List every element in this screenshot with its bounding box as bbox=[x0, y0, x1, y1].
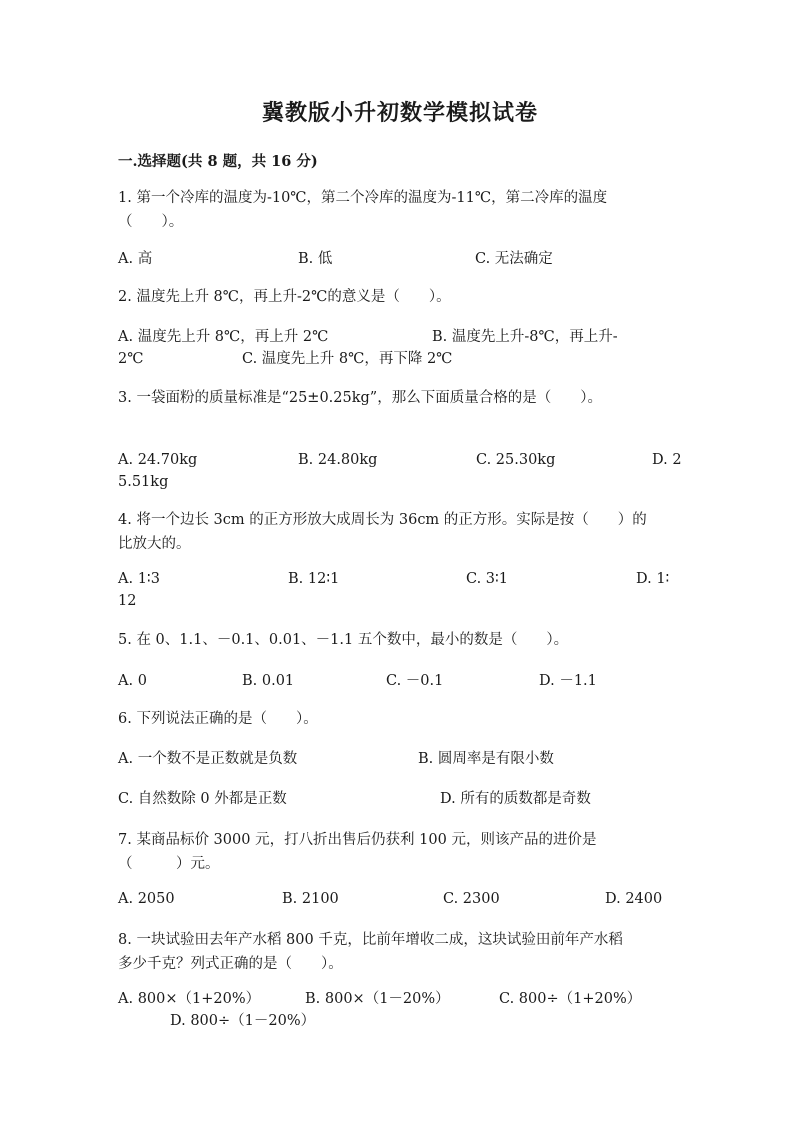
question-6-option-b[interactable]: B. 圆周率是有限小数 bbox=[418, 751, 554, 767]
question-1-option-b[interactable]: B. 低 bbox=[298, 251, 333, 267]
question-7-option-b[interactable]: B. 2100 bbox=[282, 891, 339, 907]
question-3-option-d-wrap[interactable]: 5.51kg bbox=[118, 474, 169, 490]
question-8-option-c[interactable]: C. 800÷（1+20%） bbox=[499, 991, 642, 1007]
question-8 bbox=[118, 928, 678, 976]
question-3-option-a[interactable]: A. 24.70kg bbox=[118, 452, 198, 468]
question-1-line-1: 1. 第一个冷库的温度为-10℃，第二个冷库的温度为-11℃，第二冷库的温度 bbox=[118, 190, 608, 206]
section-heading: 一.选择题(共 8 题，共 16 分) bbox=[118, 153, 318, 170]
question-8-option-d[interactable]: D. 800÷（1－20%） bbox=[170, 1013, 316, 1029]
question-1 bbox=[118, 186, 678, 234]
question-6-line-1: 6. 下列说法正确的是（ ）。 bbox=[118, 711, 318, 727]
question-4-option-b[interactable]: B. 12∶1 bbox=[288, 571, 340, 587]
question-4-option-c[interactable]: C. 3∶1 bbox=[466, 571, 509, 587]
question-2-option-c[interactable]: C. 温度先上升 8℃，再下降 2℃ bbox=[242, 351, 453, 367]
question-3-option-d[interactable]: D. 2 bbox=[652, 452, 682, 468]
question-5-line-1: 5. 在 0、1.1、－0.1、0.01、－1.1 五个数中，最小的数是（ ）。 bbox=[118, 632, 569, 648]
question-5 bbox=[118, 628, 678, 652]
question-8-option-a[interactable]: A. 800×（1+20%） bbox=[118, 991, 261, 1007]
question-7-line-1: 7. 某商品标价 3000 元，打八折出售后仍获利 100 元，则该产品的进价是 bbox=[118, 832, 597, 848]
question-2-option-b[interactable]: B. 温度先上升-8℃，再上升- bbox=[432, 329, 618, 345]
question-2-line-1: 2. 温度先上升 8℃，再上升-2℃的意义是（ ）。 bbox=[118, 289, 451, 305]
question-3 bbox=[118, 386, 678, 410]
question-7-option-d[interactable]: D. 2400 bbox=[605, 891, 663, 907]
question-7-option-c[interactable]: C. 2300 bbox=[443, 891, 500, 907]
question-1-option-a[interactable]: A. 高 bbox=[118, 251, 153, 267]
question-4-option-d[interactable]: D. 1∶ bbox=[636, 571, 670, 587]
question-7-option-a[interactable]: A. 2050 bbox=[118, 891, 175, 907]
question-3-option-b[interactable]: B. 24.80kg bbox=[298, 452, 378, 468]
question-1-line-2: （ ）。 bbox=[118, 214, 184, 230]
question-4-line-2: 比放大的。 bbox=[118, 536, 191, 552]
question-4 bbox=[118, 508, 678, 556]
question-5-option-b[interactable]: B. 0.01 bbox=[242, 673, 295, 689]
question-2-option-b-wrap[interactable]: 2℃ bbox=[118, 351, 144, 367]
question-4-line-1: 4. 将一个边长 3cm 的正方形放大成周长为 36cm 的正方形。实际是按（ ）的 bbox=[118, 512, 647, 528]
question-3-option-c[interactable]: C. 25.30kg bbox=[476, 452, 556, 468]
question-4-option-a[interactable]: A. 1∶3 bbox=[118, 571, 160, 587]
question-5-option-a[interactable]: A. 0 bbox=[118, 673, 147, 689]
question-5-option-c[interactable]: C. －0.1 bbox=[386, 673, 444, 689]
question-1-option-c[interactable]: C. 无法确定 bbox=[475, 251, 553, 267]
question-6 bbox=[118, 707, 678, 731]
question-2 bbox=[118, 285, 678, 309]
question-5-option-d[interactable]: D. －1.1 bbox=[539, 673, 597, 689]
question-6-option-d[interactable]: D. 所有的质数都是奇数 bbox=[440, 791, 591, 807]
question-4-option-d-wrap[interactable]: 12 bbox=[118, 593, 137, 609]
page-title: 冀教版小升初数学模拟试卷 bbox=[261, 100, 538, 126]
question-8-line-2: 多少千克？列式正确的是（ ）。 bbox=[118, 956, 343, 972]
question-3-line-1: 3. 一袋面粉的质量标准是“25±0.25kg”，那么下面质量合格的是（ ）。 bbox=[118, 390, 602, 406]
question-8-line-1: 8. 一块试验田去年产水稻 800 千克，比前年增收二成，这块试验田前年产水稻 bbox=[118, 932, 623, 948]
question-8-option-b[interactable]: B. 800×（1－20%） bbox=[305, 991, 450, 1007]
question-7-line-2: （ ）元。 bbox=[118, 856, 220, 872]
question-6-option-a[interactable]: A. 一个数不是正数就是负数 bbox=[118, 751, 298, 767]
question-2-option-a[interactable]: A. 温度先上升 8℃，再上升 2℃ bbox=[118, 329, 329, 345]
question-6-option-c[interactable]: C. 自然数除 0 外都是正数 bbox=[118, 791, 287, 807]
question-7 bbox=[118, 828, 678, 876]
